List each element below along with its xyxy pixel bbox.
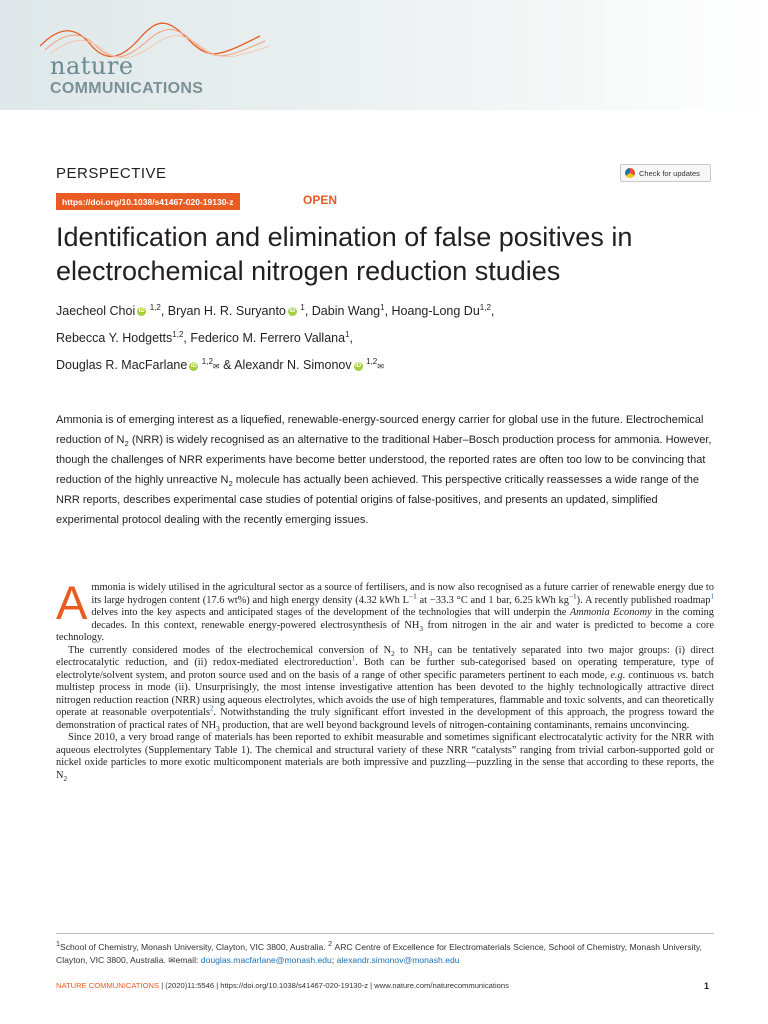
journal-logo-communications: COMMUNICATIONS bbox=[50, 80, 204, 97]
article-title: Identification and elimination of false positives in electrochemical nitrogen reduction studies bbox=[56, 222, 633, 286]
email-envelope-icon[interactable]: ✉ bbox=[377, 362, 384, 372]
open-access-label: OPEN bbox=[303, 193, 338, 207]
affiliation-footnotes: $^1$School of Chemistry, Monash University, Clayton, VIC 3800, Australia. $^2$ ARC Centre of Excellence for Electromaterials Science, School of Chemistry, Monash University, Clayton, VIC 3800, Australia. ✉email: douglas.macfarlane@monash.edu; alexandr.simonov@monash.edu bbox=[56, 940, 702, 965]
email-link[interactable]: douglas.macfarlane@monash.edu bbox=[200, 954, 332, 965]
page-number: 1 bbox=[704, 981, 710, 991]
footnote-divider bbox=[56, 933, 714, 934]
author-affiliation: 1,2 bbox=[479, 303, 491, 312]
author-affiliation: 1,2 bbox=[172, 330, 184, 340]
reference-link[interactable]: 1 bbox=[710, 592, 714, 601]
author-name[interactable]: Hoang-Long Du bbox=[391, 304, 480, 319]
author-affiliation: 1,2 bbox=[201, 357, 213, 367]
reference-link[interactable]: 2 bbox=[209, 704, 214, 713]
author-name[interactable]: Jaecheol Choi bbox=[56, 304, 136, 319]
author-name[interactable]: Federico M. Ferrero Vallana bbox=[190, 331, 346, 346]
article-type-label: PERSPECTIVE bbox=[56, 165, 167, 182]
check-for-updates-label: Check for updates bbox=[639, 168, 700, 178]
author-name[interactable]: Douglas R. MacFarlane bbox=[56, 358, 188, 373]
orcid-icon[interactable]: iD bbox=[138, 308, 145, 315]
author-name[interactable]: Rebecca Y. Hodgetts bbox=[56, 331, 173, 346]
drop-cap: A bbox=[56, 576, 88, 629]
author-name[interactable]: Bryan H. R. Suryanto bbox=[167, 304, 286, 319]
doi-link[interactable]: https://doi.org/10.1038/s41467-020-19130-z bbox=[56, 193, 240, 210]
author-affiliation: 1 bbox=[345, 330, 350, 340]
journal-header-band bbox=[0, 0, 768, 110]
email-envelope-icon[interactable]: ✉ bbox=[212, 362, 220, 372]
abstract: Ammonia is of emerging interest as a liquefied, renewable-energy-sourced energy carrier for global use in the future. Electrochemical reduction of $N_2$ (NRR) is widely recognised as an alternative to the traditional Haber–Bosch production process for ammonia. However, though the challenges of NRR experiments have become better understood, the reported rates are often too low to be convincing that reduction of the highly unreactive $N_2$ molecule has actually been achieved. This perspective critically reassesses a wide range of the NRR reports, describes experimental case studies of potential origins of false-positives, and presents an updated, simplified experimental protocol dealing with the recently emerging issues. bbox=[56, 414, 712, 526]
reference-link[interactable]: 1 bbox=[351, 654, 356, 663]
body-paragraph: The currently considered modes of the electrochemical conversion of $N_2$ to $NH_3$ can be tentatively separated into two major groups: (i) direct electrocatalytic reduction, and (ii) redox-mediated electroreduction$^1$. Both can be further sub-categorised based on operating temperature, type of electrolyte/solvent system, and proton source used and on the basis of a range of other specific parameters pertinent to each mode, e.g. continuous vs. batch multistep process in mode (ii). Unsurprisingly, the most intense investigative attention has been devoted to the highly technologically attractive direct nitrogen reduction reaction (NRR) using aqueous electrolytes, which avoids the use of high temperatures, flammable and toxic solvents, and can theoretically operate at reasonable overpotentials$^2$. Notwithstanding the truly significant effort invested in the development of this approach, the progress toward the demonstration of practical rates of $NH_3$ production, that are well beyond background levels of nitrogen-containing contaminants, remains unconvincing. bbox=[56, 644, 714, 733]
page-footer bbox=[56, 981, 716, 990]
author-name[interactable]: Dabin Wang bbox=[311, 304, 381, 319]
author-affiliation: 1 bbox=[300, 303, 305, 312]
footer-citation: | (2020)11:5546 | https://doi.org/10.1038/s41467-020-19130-z | www.nature.com/naturecommunications bbox=[159, 981, 509, 990]
author-list: Jaecheol Choi iD $^{1,2}$, Bryan H. R. Suryanto iD $^1$, Dabin Wang$^1$, Hoang-Long Du$^{1,2}$, Rebecca Y. Hodgetts$^{1,2}$, Federico M. Ferrero Vallana$^1$, Douglas R. MacFarlane iD $^{1,2}$✉ & Alexandr N. Simonov iD $^{1,2}$✉ bbox=[56, 303, 495, 373]
author-affiliation: 1,2 bbox=[366, 357, 378, 367]
author-affiliation: 1,2 bbox=[149, 303, 161, 312]
body-paragraph: Ammonia is widely utilised in the agricultural sector as a source of fertilisers, and is now also recognised as a future carrier of renewable energy due to its large hydrogen content (17.6 wt%) and high energy density (4.32 kWh $L^{-1}$ at −33.3 °C and 1 bar, 6.25 kWh $kg^{-1}$). A recently published roadmap$^1$ delves into the key aspects and anticipated stages of the development of the technologies that will underpin the Ammonia Economy in the coming decades. In this context, renewable energy-powered electrosynthesis of $NH_3$ from nitrogen in the air and water is predicted to become a core technology. bbox=[56, 576, 714, 643]
email-link[interactable]: alexandr.simonov@monash.edu bbox=[336, 954, 460, 965]
check-for-updates-button[interactable] bbox=[620, 164, 711, 182]
orcid-icon[interactable]: iD bbox=[355, 362, 362, 369]
footer-journal-name: NATURE COMMUNICATIONS bbox=[56, 981, 160, 990]
journal-logo-nature: nature bbox=[50, 52, 134, 80]
orcid-icon[interactable]: iD bbox=[289, 308, 296, 315]
crossmark-icon bbox=[625, 168, 635, 178]
article-body bbox=[56, 576, 714, 783]
author-name[interactable]: Alexandr N. Simonov bbox=[234, 358, 352, 373]
orcid-icon[interactable]: iD bbox=[190, 362, 197, 369]
email-envelope-icon: ✉ bbox=[168, 954, 176, 965]
body-paragraph: Since 2010, a very broad range of materials has been reported to exhibit measurable and sometimes significant electrocatalytic activity for the NRR with aqueous electrolytes (Supplementary Table 1). The chemical and structural variety of these NRR “catalysts” ranging from trivial carbon-supported gold or nickel oxide particles to more exotic multicomponent materials are both impressive and puzzling—puzzling in the sense that according to these reports, the $N_2$ bbox=[56, 732, 714, 783]
author-affiliation: 1 bbox=[380, 303, 385, 312]
